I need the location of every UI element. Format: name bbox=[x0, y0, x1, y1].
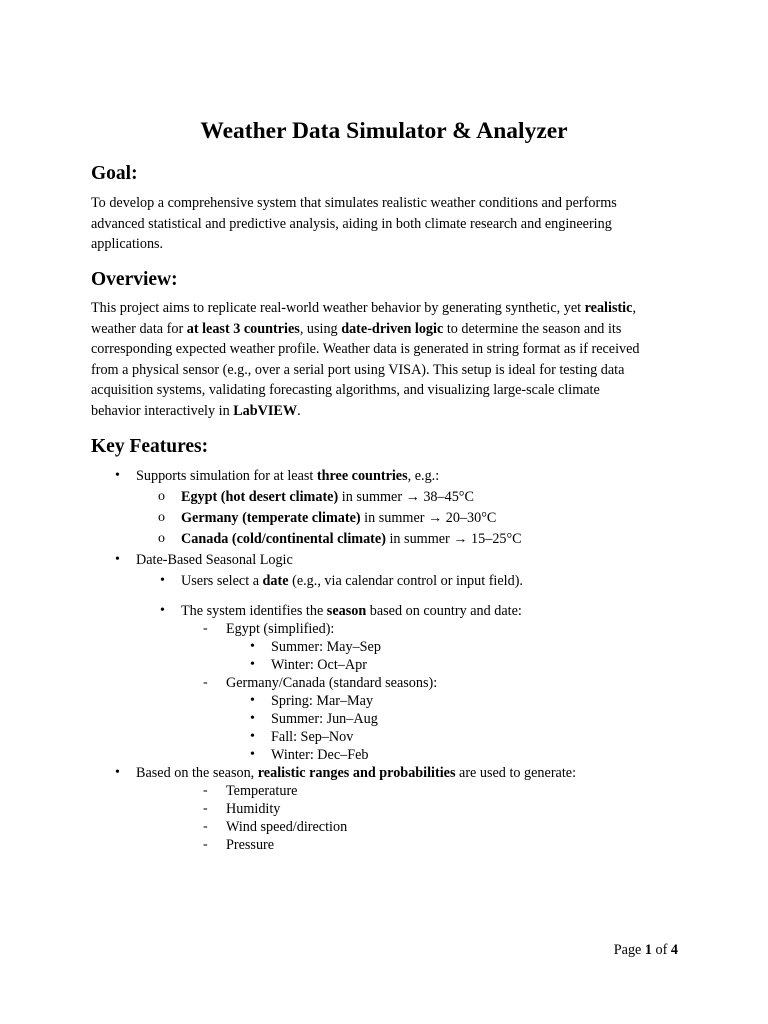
overview-line: from a physical sensor (e.g., over a serial port using VISA). This setup is ideal for testing data bbox=[91, 361, 625, 378]
overview-paragraph bbox=[91, 298, 691, 422]
overview-line: weather data for at least 3 countries, using date-driven logic to determine the season and its bbox=[91, 320, 622, 337]
overview-line: acquisition systems, validating forecasting algorithms, and visualizing large-scale climate bbox=[91, 382, 600, 399]
dash-bullet-icon: - bbox=[203, 801, 208, 816]
goal-heading: Goal: bbox=[91, 163, 138, 184]
key-features-heading: Key Features: bbox=[91, 436, 209, 457]
document-title: Weather Data Simulator & Analyzer bbox=[200, 118, 568, 144]
sub-season-identify: The system identifies the season based on country and date: bbox=[181, 603, 522, 619]
bullet-icon: • bbox=[250, 657, 255, 672]
season-item: Winter: Dec–Feb bbox=[271, 747, 369, 763]
page-number: Page 1 of 4 bbox=[613, 942, 678, 958]
param-item: Pressure bbox=[226, 837, 275, 853]
season-item: Winter: Oct–Apr bbox=[271, 657, 367, 673]
season-item: Fall: Sep–Nov bbox=[271, 729, 354, 745]
bullet-icon: • bbox=[250, 747, 255, 762]
bullet-icon: • bbox=[250, 711, 255, 726]
bullet-icon: • bbox=[250, 639, 255, 654]
param-item: Temperature bbox=[226, 783, 298, 799]
dash-bullet-icon: - bbox=[203, 819, 208, 834]
egypt-seasons-label: Egypt (simplified): bbox=[226, 621, 335, 637]
season-item: Summer: May–Sep bbox=[271, 639, 381, 655]
circle-bullet-icon: o bbox=[158, 489, 165, 504]
dash-bullet-icon: - bbox=[203, 783, 208, 798]
overview-line: This project aims to replicate real-world weather behavior by generating synthetic, yet realistic, bbox=[91, 300, 636, 316]
feature-seasonal-logic: Date-Based Seasonal Logic bbox=[136, 552, 293, 568]
goal-paragraph bbox=[91, 193, 691, 255]
country-canada: Canada (cold/continental climate) in summer → 15–25°C bbox=[181, 531, 522, 547]
param-item: Wind speed/direction bbox=[226, 819, 348, 835]
bullet-icon: • bbox=[115, 765, 120, 780]
bullet-icon: • bbox=[250, 693, 255, 708]
overview-heading: Overview: bbox=[91, 269, 178, 290]
circle-bullet-icon: o bbox=[158, 531, 165, 546]
overview-line: corresponding expected weather profile. Weather data is generated in string format as if received bbox=[91, 341, 640, 358]
goal-line: To develop a comprehensive system that simulates realistic weather conditions and performs bbox=[91, 195, 617, 211]
season-item: Spring: Mar–May bbox=[271, 693, 374, 709]
bullet-icon: • bbox=[250, 729, 255, 744]
dash-bullet-icon: - bbox=[203, 675, 208, 690]
bullet-icon: • bbox=[115, 552, 120, 567]
country-egypt: Egypt (hot desert climate) in summer → 38–45°C bbox=[181, 489, 474, 505]
feature-countries: Supports simulation for at least three countries, e.g.: bbox=[136, 468, 440, 484]
goal-line: applications. bbox=[91, 236, 164, 253]
dash-bullet-icon: - bbox=[203, 621, 208, 636]
goal-line: advanced statistical and predictive analysis, aiding in both climate research and engineering bbox=[91, 215, 612, 232]
sub-date-select: Users select a date (e.g., via calendar control or input field). bbox=[181, 573, 523, 589]
bullet-icon: • bbox=[115, 468, 120, 483]
dash-bullet-icon: - bbox=[203, 837, 208, 852]
gc-seasons-label: Germany/Canada (standard seasons): bbox=[226, 675, 438, 691]
feature-ranges: Based on the season, realistic ranges and probabilities are used to generate: bbox=[136, 765, 577, 781]
season-item: Summer: Jun–Aug bbox=[271, 711, 378, 727]
param-item: Humidity bbox=[226, 801, 281, 817]
bullet-icon: • bbox=[160, 603, 165, 618]
overview-line: behavior interactively in LabVIEW. bbox=[91, 402, 301, 419]
circle-bullet-icon: o bbox=[158, 510, 165, 525]
bullet-icon: • bbox=[160, 573, 165, 588]
country-germany: Germany (temperate climate) in summer → 20–30°C bbox=[181, 510, 497, 526]
